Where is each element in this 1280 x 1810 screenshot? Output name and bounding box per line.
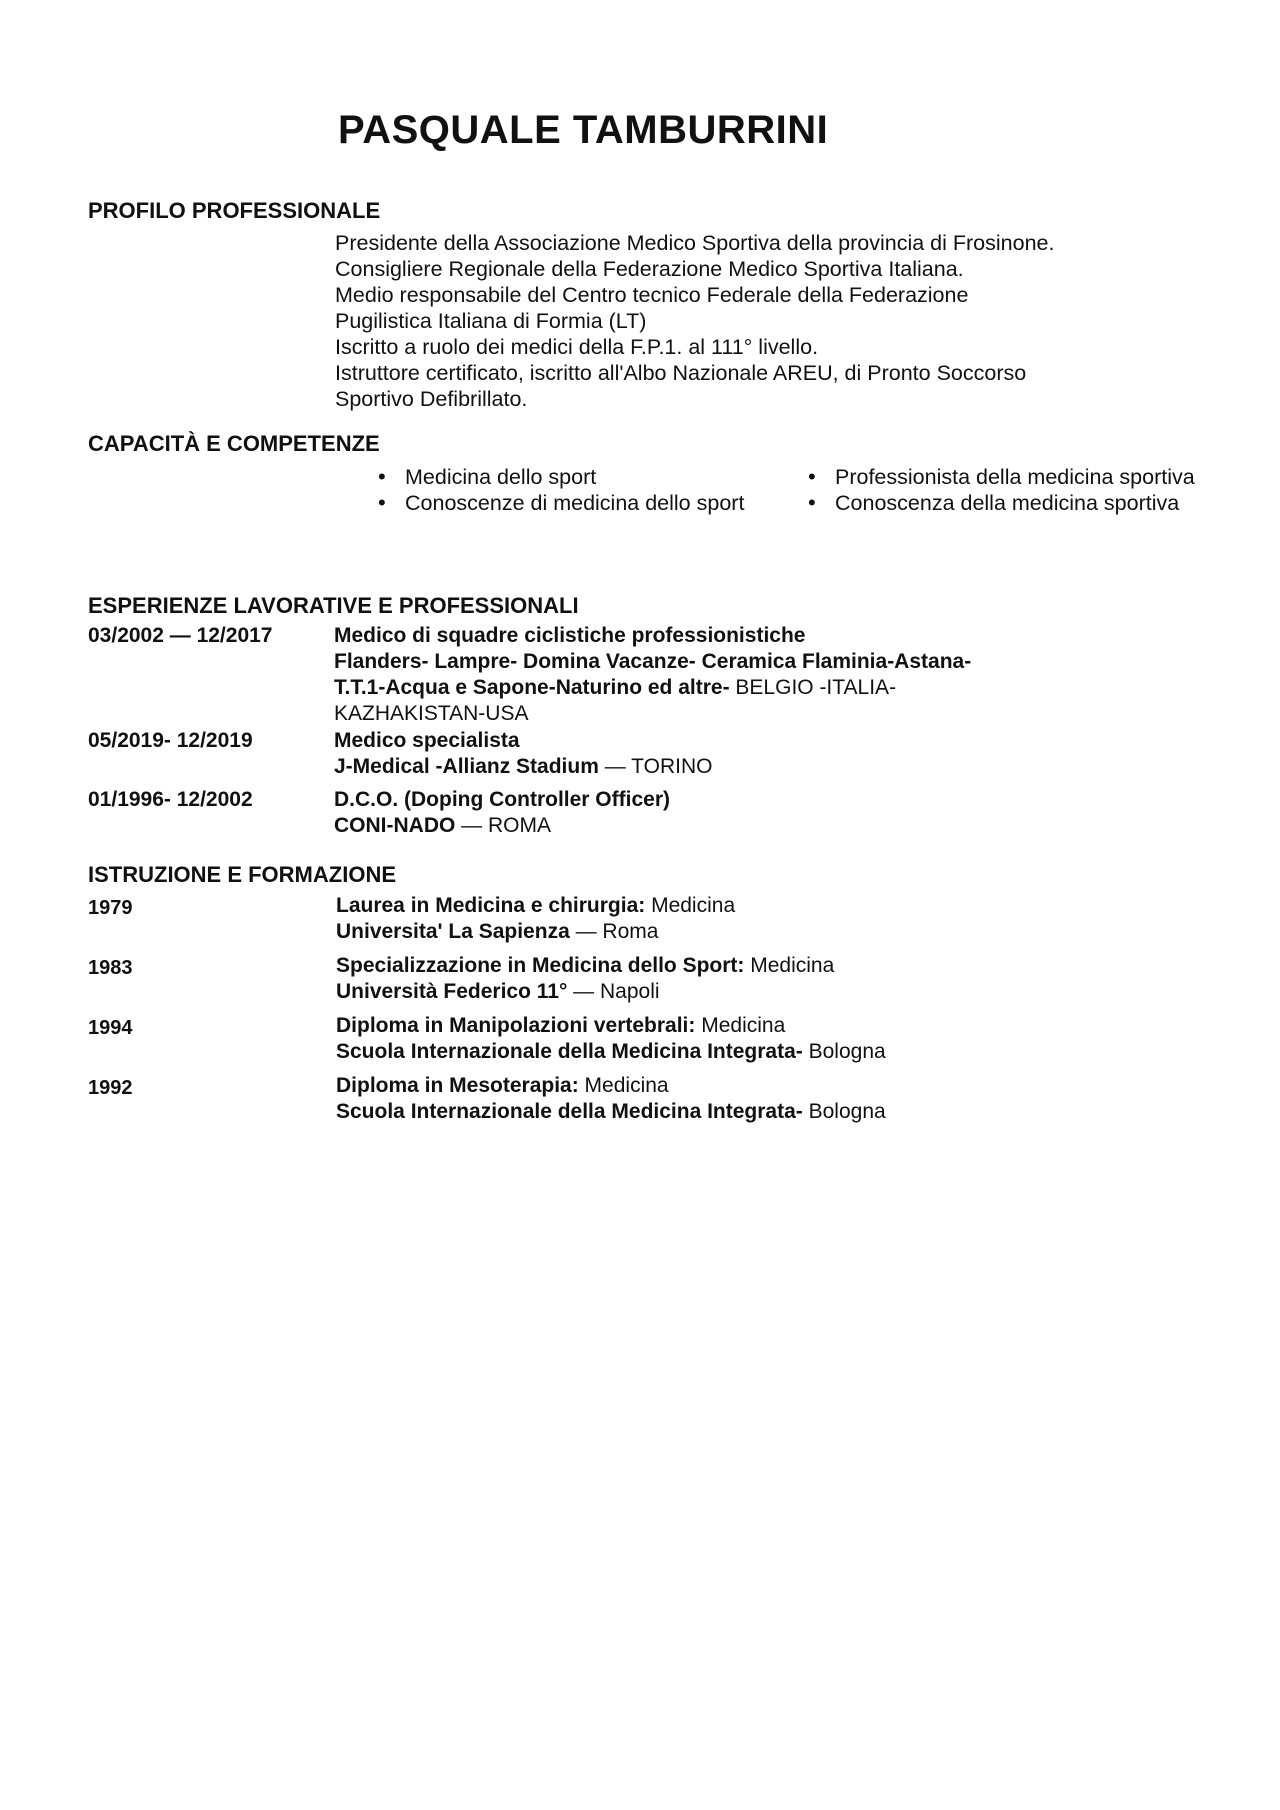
education-school: Universita' La Sapienza (336, 920, 570, 943)
experience-entry (88, 728, 1218, 787)
education-degree: Laurea in Medicina e chirurgia: (336, 894, 646, 917)
profile-line: Medio responsabile del Centro tecnico Federale della Federazione (335, 283, 969, 307)
experience-list (88, 623, 1218, 846)
experience-place: J-Medical -Allianz Stadium (334, 755, 599, 778)
education-entry (88, 1073, 1218, 1133)
experience-role: Medico specialista (334, 729, 520, 752)
skill-label: Conoscenze di medicina dello sport (405, 491, 745, 515)
bullet-icon: • (808, 464, 816, 489)
section-title-skills: CAPACITÀ E COMPETENZE (88, 431, 380, 456)
bullet-icon: • (808, 490, 816, 515)
education-field: Medicina (695, 1014, 786, 1037)
experience-dates: 01/1996- 12/2002 (88, 788, 253, 811)
experience-dates: 05/2019- 12/2019 (88, 729, 253, 752)
experience-countries-cont: KAZHAKISTAN-USA (334, 702, 529, 725)
education-field: Medicina (744, 954, 835, 977)
education-degree: Diploma in Manipolazioni vertebrali: (336, 1014, 696, 1037)
education-degree: Diploma in Mesoterapia: (336, 1074, 579, 1097)
education-school: Scuola Internazionale della Medicina Integrata- (336, 1040, 803, 1063)
experience-role: D.C.O. (Doping Controller Officer) (334, 788, 670, 811)
experience-role: Medico di squadre ciclistiche professionistiche (334, 624, 806, 647)
experience-city: — ROMA (455, 814, 551, 837)
bullet-icon: • (378, 464, 386, 489)
education-year: 1994 (88, 1017, 133, 1039)
experience-countries: BELGIO -ITALIA- (729, 676, 897, 699)
skill-label: Professionista della medicina sportiva (835, 465, 1195, 489)
education-year: 1979 (88, 897, 133, 919)
section-title-experience: ESPERIENZE LAVORATIVE E PROFESSIONALI (88, 593, 579, 618)
profile-line: Iscritto a ruolo dei medici della F.P.1. al 111° livello. (335, 335, 819, 359)
profile-line: Consigliere Regionale della Federazione Medico Sportiva Italiana. (335, 257, 964, 281)
education-city: — Roma (569, 920, 659, 943)
experience-teams: Flanders- Lampre- Domina Vacanze- Ceramica Flaminia-Astana- (334, 650, 972, 673)
experience-city: — TORINO (598, 755, 713, 778)
education-city: Bologna (802, 1040, 886, 1063)
profile-lines (335, 230, 1215, 412)
experience-entry (88, 787, 1218, 846)
education-school: Università Federico 11° (336, 980, 568, 1003)
education-list (88, 893, 1218, 1133)
bullet-icon: • (378, 490, 386, 515)
education-field: Medicina (645, 894, 736, 917)
education-field: Medicina (578, 1074, 669, 1097)
section-title-profile: PROFILO PROFESSIONALE (88, 198, 381, 223)
skill-item (808, 464, 1198, 490)
experience-teams-cont: T.T.1-Acqua e Sapone-Naturino ed altre- (334, 676, 730, 699)
profile-line: Pugilistica Italiana di Formia (LT) (335, 309, 647, 333)
skill-item (808, 490, 1198, 516)
profile-line: Presidente della Associazione Medico Sportiva della provincia di Frosinone. (335, 231, 1055, 255)
education-degree: Specializzazione in Medicina dello Sport: (336, 954, 745, 977)
experience-dates: 03/2002 — 12/2017 (88, 624, 273, 647)
education-year: 1992 (88, 1077, 133, 1099)
education-city: — Napoli (567, 980, 660, 1003)
cv-name: PASQUALE TAMBURRINI (338, 108, 829, 152)
skill-label: Medicina dello sport (405, 465, 597, 489)
skill-label: Conoscenza della medicina sportiva (835, 491, 1180, 515)
education-year: 1983 (88, 957, 133, 979)
education-entry (88, 893, 1218, 953)
skill-item (378, 464, 778, 490)
education-entry (88, 953, 1218, 1013)
experience-entry (88, 623, 1218, 728)
skills-column-2 (808, 464, 1198, 516)
education-school: Scuola Internazionale della Medicina Integrata- (336, 1100, 803, 1123)
profile-line: Istruttore certificato, iscritto all'Albo Nazionale AREU, di Pronto Soccorso (335, 361, 1027, 385)
section-title-education: ISTRUZIONE E FORMAZIONE (88, 862, 396, 887)
skills-column-1 (378, 464, 778, 516)
education-city: Bologna (802, 1100, 886, 1123)
experience-place: CONI-NADO (334, 814, 456, 837)
skill-item (378, 490, 778, 516)
profile-line: Sportivo Defibrillato. (335, 387, 528, 411)
education-entry (88, 1013, 1218, 1073)
